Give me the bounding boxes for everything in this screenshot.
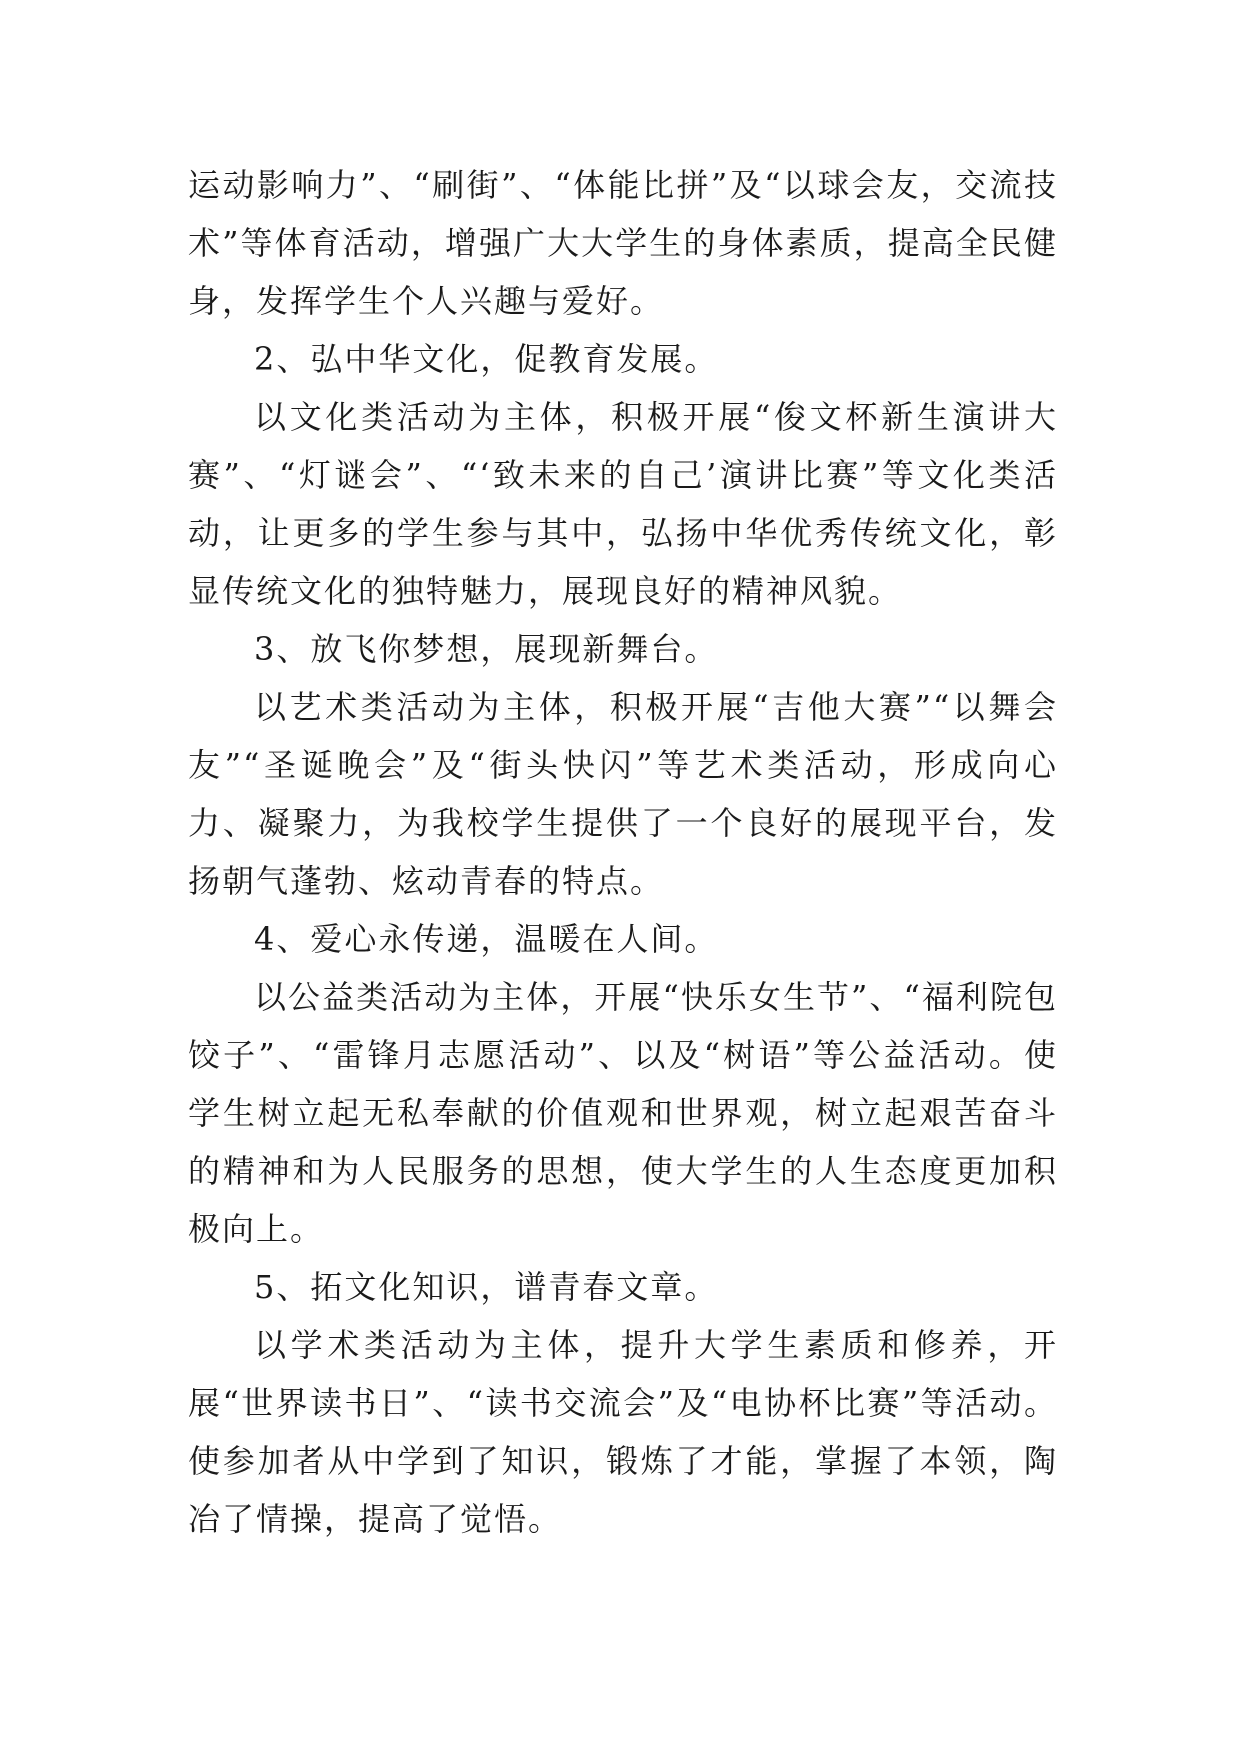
heading-academic: 5、拓文化知识，谱青春文章。 (254, 1268, 719, 1306)
heading-arts: 3、放飞你梦想，展现新舞台。 (254, 630, 719, 668)
heading-culture: 2、弘中华文化，促教育发展。 (254, 340, 719, 378)
paragraph-culture-activities: 以文化类活动为主体，积极开展“俊文杯新生演讲大赛”、“灯谜会”、“‘致未来的自己’演讲比赛”等文化类活动，让更多的学生参与其中，弘扬中华优秀传统文化，彰显传统文化的独特魅力，展现良好的精神风貌。 (188, 398, 1058, 610)
heading-charity: 4、爱心永传递，温暖在人间。 (254, 920, 719, 958)
document-body (188, 156, 1058, 1548)
paragraph-charity-activities: 以公益类活动为主体，开展“快乐女生节”、“福利院包饺子”、“雷锋月志愿活动”、以及“树语”等公益活动。使学生树立起无私奉献的价值观和世界观，树立起艰苦奋斗的精神和为人民服务的思想，使大学生的人生态度更加积极向上。 (188, 978, 1058, 1248)
paragraph-arts-activities: 以艺术类活动为主体，积极开展“吉他大赛”“以舞会友”“圣诞晚会”及“街头快闪”等艺术类活动，形成向心力、凝聚力，为我校学生提供了一个良好的展现平台，发扬朝气蓬勃、炫动青春的特点。 (188, 688, 1058, 900)
paragraph-academic-activities: 以学术类活动为主体，提升大学生素质和修养，开展“世界读书日”、“读书交流会”及“电协杯比赛”等活动。使参加者从中学到了知识，锻炼了才能，掌握了本领，陶冶了情操，提高了觉悟。 (188, 1326, 1058, 1538)
paragraph-sports-activities: 运动影响力”、“刷街”、“体能比拼”及“以球会友，交流技术”等体育活动，增强广大大学生的身体素质，提高全民健身，发挥学生个人兴趣与爱好。 (188, 166, 1058, 320)
